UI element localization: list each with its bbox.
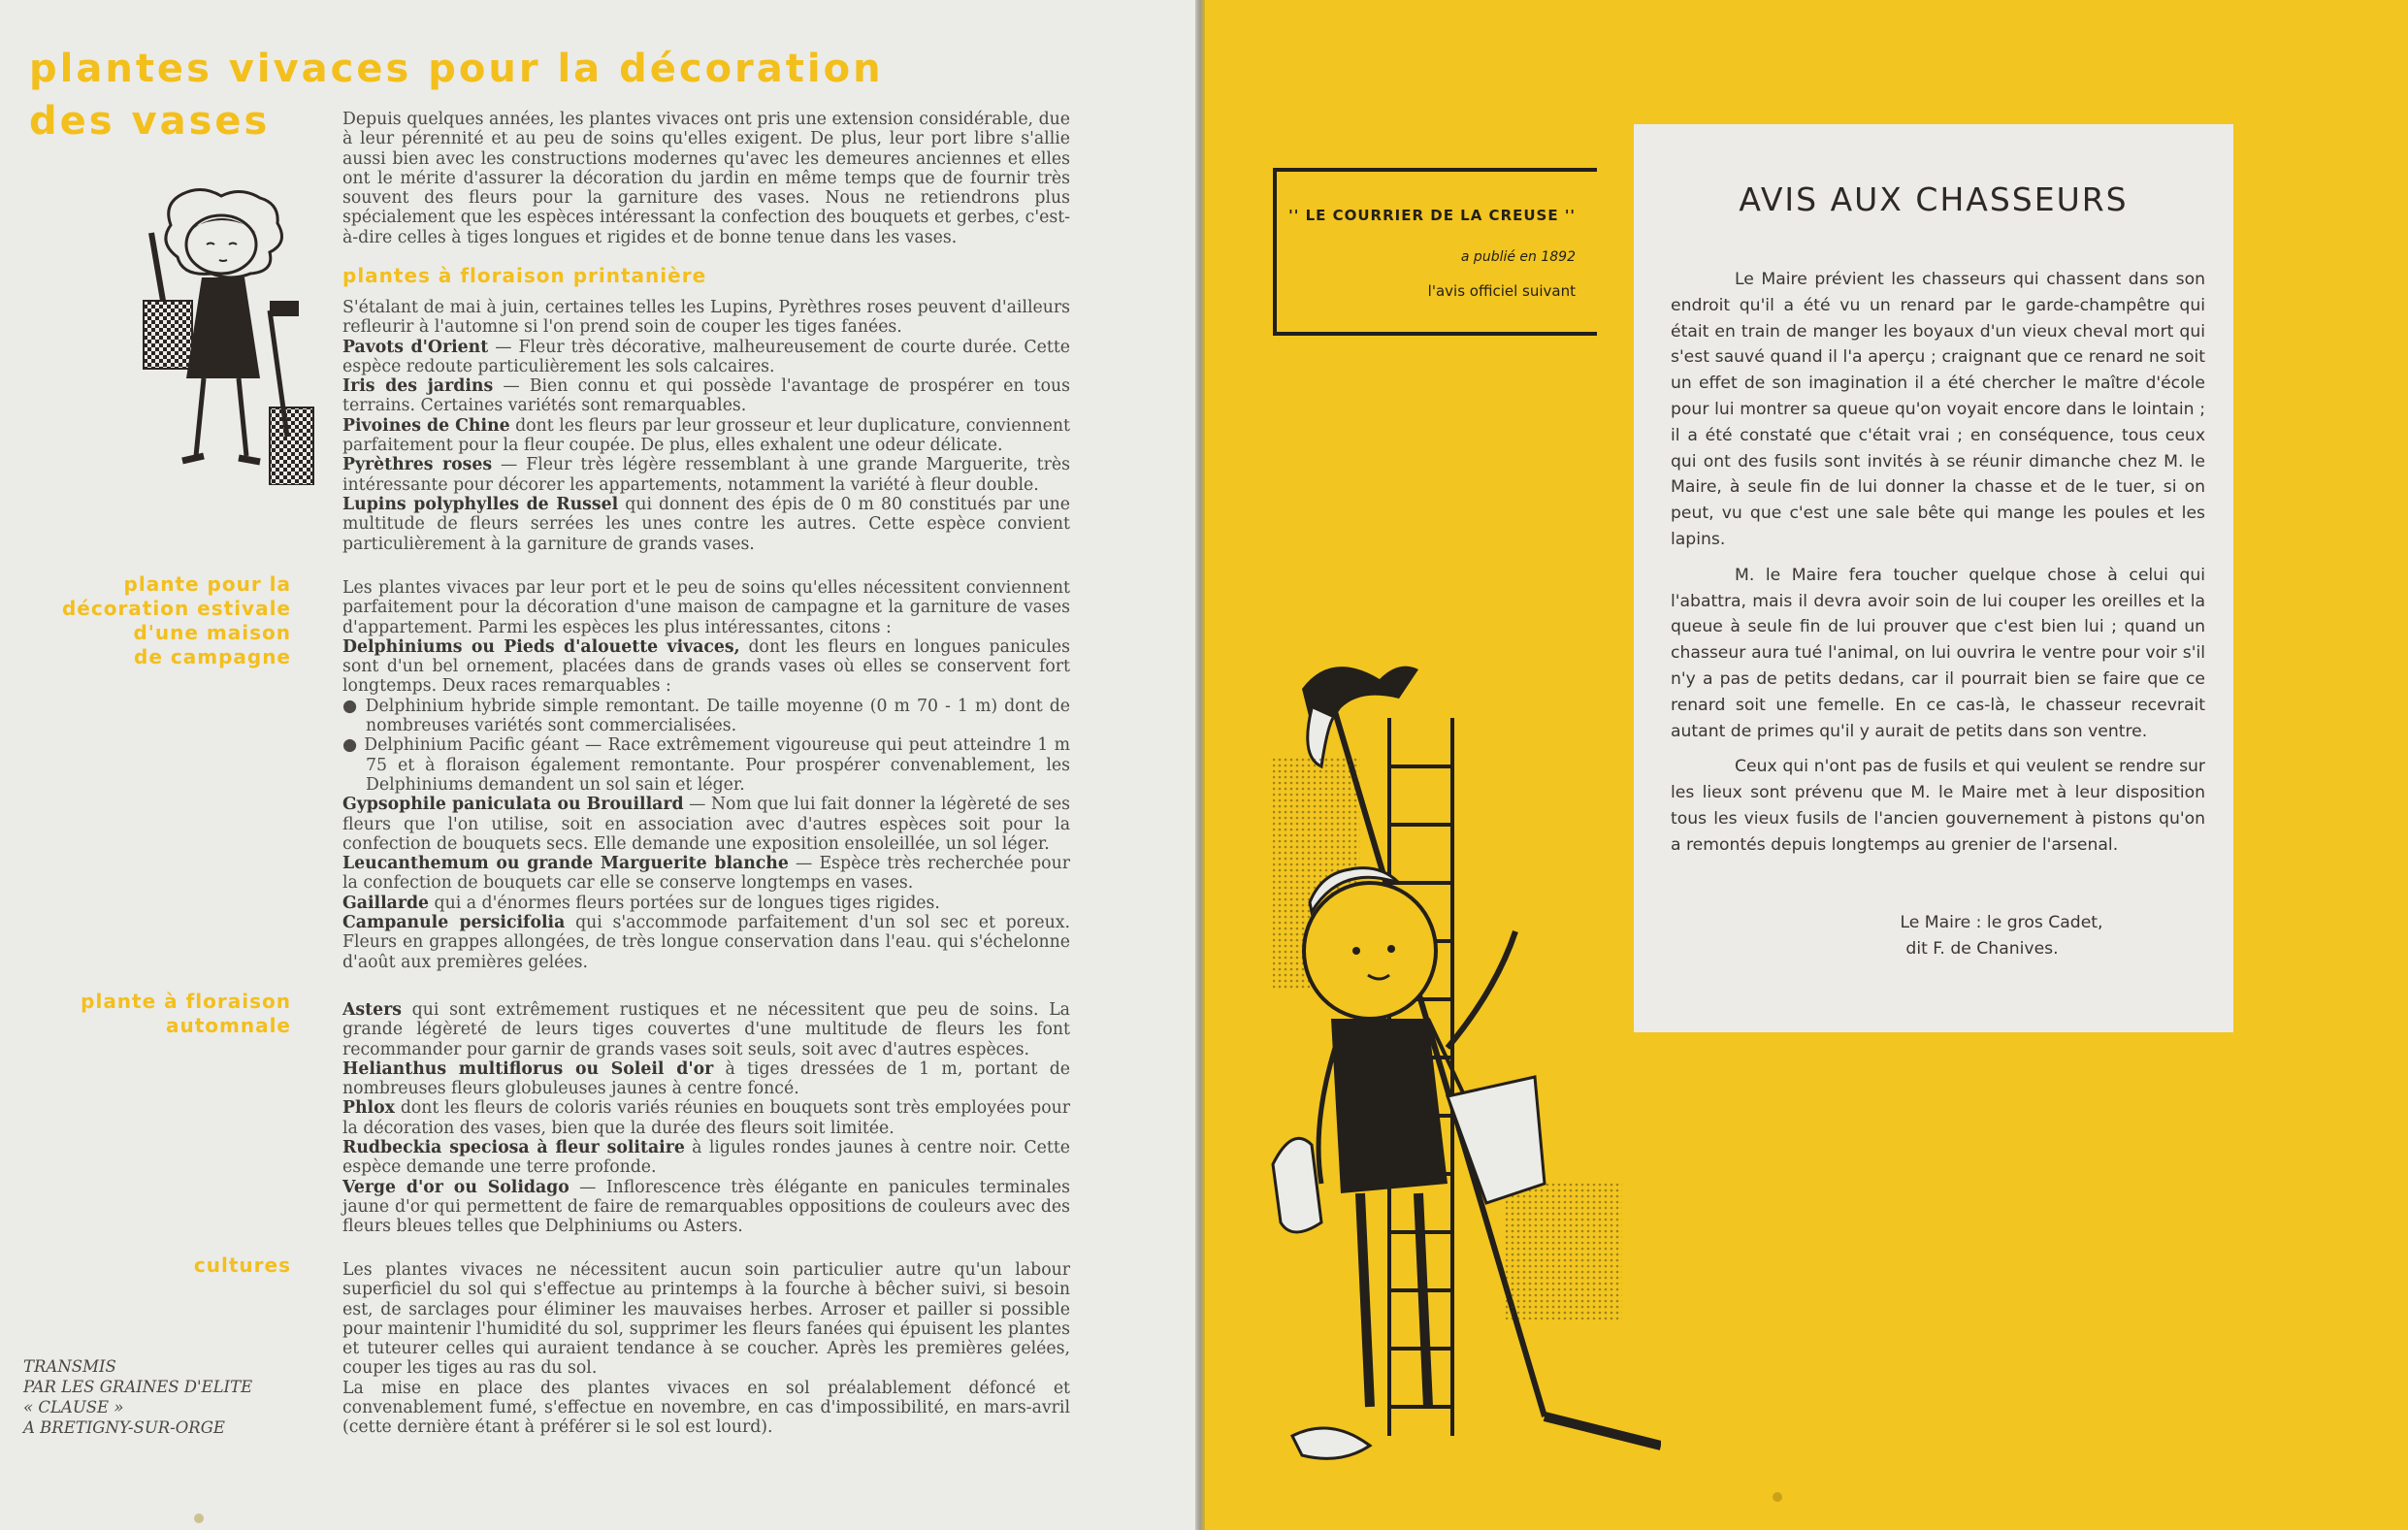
- plant-desc: qui sont extrêmement rustiques et ne nécessitent que peu de soins. La grande légèreté de leurs tiges couvertes d'une multitude de fleurs les font recommander pour garnir de grands vases soit seuls, soit avec d'autres espèces.: [342, 1000, 1070, 1059]
- plant-name: Delphiniums ou Pieds d'alouette vivaces,: [342, 636, 740, 657]
- plant-name: Lupins polyphylles de Russel: [342, 494, 619, 514]
- notice-paragraph: Le Maire prévient les chasseurs qui chassent dans son endroit qu'il a été vu un renard par le garde-champêtre qui était en train de manger les boyaux d'un vieux cheval mort qui s'est sauvé quand il l'a aperçu ; craignant que ce renard ne soit un effet de son imagination il a été chercher le maître d'école pour lui montrer sa queue qu'on voyait encore dans le lointain ; il a été constaté que c'était vrai ; en conséquence, tous ceux qui ont des fusils sont invités à se réunir dimanche chez M. le Maire, à seule fin de lui donner la chasse et de le tuer, si on peut, vu que c'est une sale bête qui mange les poules et les lapins.: [1671, 270, 2205, 549]
- plant-entry: [342, 416, 1070, 456]
- courrier-subtitle-2: l'avis officiel suivant: [1427, 282, 1576, 300]
- plant-desc: qui a d'énormes fleurs portées sur de longues tiges rigides.: [429, 893, 940, 913]
- notice-signature: [1634, 910, 2233, 962]
- right-page: [1205, 0, 2408, 1530]
- plant-desc: dont les fleurs en longues panicules sont d'un bel ornement, placées dans de grands vases où elles se conservent fort longtemps. Deux races remarquables :: [342, 636, 1071, 697]
- heading-spring: plantes à floraison printanière: [342, 264, 707, 287]
- main-title-line-1: plantes vivaces pour la décoration: [29, 47, 884, 91]
- plant-entry: [342, 795, 1070, 854]
- credit-note: [23, 1356, 252, 1438]
- plant-entry: [342, 455, 1070, 495]
- signature-line: Le Maire : le gros Cadet,: [1900, 913, 2103, 932]
- bullet-item: ● Delphinium hybride simple remontant. De taille moyenne (0 m 70 - 1 m) dont de nombreuses variétés sont commercialisées.: [342, 696, 1070, 736]
- heading-line: plante à floraison: [81, 990, 291, 1013]
- heading-autumn: [29, 990, 291, 1038]
- plant-entry: [342, 1059, 1070, 1099]
- plant-name: Helianthus multiflorus ou Soleil d'or: [342, 1058, 714, 1079]
- intro-paragraph: [342, 110, 1070, 247]
- section-spring: [342, 298, 1070, 554]
- credit-line: A BRETIGNY-SUR-ORGE: [23, 1418, 225, 1437]
- heading-summer: [29, 572, 291, 669]
- plant-entry: [342, 913, 1070, 972]
- plant-entry: [342, 1098, 1070, 1138]
- plant-entry: [342, 376, 1070, 416]
- plant-desc: — Bien connu et qui possède l'avantage de prospérer en tous terrains. Certaines variétés sont remarquables.: [342, 376, 1070, 416]
- plant-desc: — Fleur très légère ressemblant à une grande Marguerite, très intéressante pour décorer les appartements, notamment la variété à fleur double.: [342, 455, 1070, 495]
- plant-entry: [342, 637, 1070, 697]
- cultures-text-2: La mise en place des plantes vivaces en sol préalablement défoncé et convenablement fumé, s'effectue en novembre, en cas d'impossibilité, en mars-avril (cette dernière étant à préférer si le sol est lourd).: [342, 1378, 1070, 1438]
- credit-line: « CLAUSE »: [23, 1398, 124, 1416]
- credit-line: PAR LES GRAINES D'ELITE: [23, 1378, 253, 1396]
- spring-intro: S'étalant de mai à juin, certaines telles les Lupins, Pyrèthres roses peuvent d'ailleurs refleurir à l'automne si l'on prend soin de couper les tiges fanées.: [342, 298, 1070, 338]
- plant-name: Leucanthemum ou grande Marguerite blanche: [342, 854, 789, 874]
- plant-desc: — Espèce très recherchée pour la confection de bouquets car elle se conserve longtemps en vases.: [342, 854, 1070, 894]
- plant-name: Pyrèthres roses: [342, 455, 493, 475]
- summer-intro: Les plantes vivaces par leur port et le peu de soins qu'elles nécessitent conviennent parfaitement pour la décoration d'une maison de campagne et la garniture de vases d'appartement. Parmi les espèces les plus intéressantes, citons :: [342, 578, 1070, 637]
- plant-name: Phlox: [342, 1098, 395, 1119]
- boy-with-ladder-illustration: [1253, 640, 1661, 1494]
- plant-desc: — Fleur très décorative, malheureusement de courte durée. Cette espèce redoute particulièrement les sols calcaires.: [342, 337, 1070, 376]
- bullet-item: ● Delphinium Pacific géant — Race extrêmement vigoureuse qui peut atteindre 1 m 75 et à floraison également remontante. Pour prospérer convenablement, les Delphiniums demandent un sol sain et léger.: [342, 735, 1070, 795]
- courrier-subtitle: a publié en 1892: [1460, 249, 1576, 265]
- plant-name: Rudbeckia speciosa à fleur solitaire: [342, 1138, 685, 1158]
- main-title-line-2: des vases: [29, 99, 271, 144]
- plant-desc: à tiges dressées de 1 m, portant de nombreuses fleurs globuleuses jaunes à centre foncé.: [342, 1058, 1070, 1099]
- page-dot: [194, 1514, 204, 1523]
- plant-desc: — Inflorescence très élégante en panicules terminales jaune d'or qui permettent de faire de remarquables oppositions de couleurs avec des fleurs bleues telles que Delphiniums ou Asters.: [342, 1177, 1070, 1237]
- plant-desc: dont les fleurs par leur grosseur et leur duplicature, conviennent parfaitement pour la fleur coupée. De plus, elles exhalent une odeur délicate.: [342, 415, 1070, 456]
- courrier-box: [1273, 168, 1597, 336]
- plant-entry: [342, 1178, 1070, 1237]
- plant-desc: à ligules rondes jaunes à centre noir. Cette espèce demande une terre profonde.: [342, 1138, 1070, 1178]
- book-gutter: [1195, 0, 1205, 1530]
- plant-entry: [342, 1000, 1070, 1059]
- plant-entry: [342, 1138, 1070, 1178]
- section-cultures: [342, 1260, 1070, 1438]
- section-summer: [342, 578, 1070, 972]
- section-autumn: [342, 1000, 1070, 1237]
- notice-paragraph: Ceux qui n'ont pas de fusils et qui veulent se rendre sur les lieux sont prévenu que M. le Maire met à leur disposition tous les vieux fusils de l'ancien gouvernement à pistons qu'on a remontés depuis longtemps au grenier de l'arsenal.: [1671, 757, 2205, 855]
- heading-line: d'une maison: [133, 621, 291, 644]
- heading-line: décoration estivale: [61, 597, 291, 620]
- girl-with-flowers-illustration: [124, 184, 318, 485]
- plant-desc: qui s'accommode parfaitement d'un sol sec et poreux. Fleurs en grappes allongées, de très longue conservation dans l'eau. qui s'échelonne d'août aux premières gelées.: [342, 913, 1070, 972]
- plant-desc: qui donnent des épis de 0 m 80 constitués par une multitude de fleurs serrées les unes contre les autres. Cette espèce convient particulièrement à la garniture de grands vases.: [342, 494, 1070, 554]
- plant-name: Asters: [342, 1000, 402, 1020]
- notice-body: [1671, 267, 2205, 868]
- plant-name: Gaillarde: [342, 893, 430, 913]
- plant-entry: [342, 894, 1070, 913]
- page-dot: [1773, 1492, 1782, 1502]
- plant-name: Iris des jardins: [342, 376, 494, 397]
- plant-entry: [342, 854, 1070, 894]
- plant-desc: — Nom que lui fait donner la légèreté de ses fleurs que l'on utilise, soit en association avec d'autres espèces soit pour la confection de bouquets secs. Elle demande une exposition ensoleillée, un sol léger.: [342, 795, 1070, 854]
- notice-paragraph: M. le Maire fera toucher quelque chose à celui qui l'abattra, mais il devra avoir soin de lui couper les oreilles et la queue à seule fin de lui prouver que c'est bien lui ; quand un chasseur aura tué l'animal, on lui ouvrira le ventre pour voir s'il n'y a pas de petits dedans, car il pourrait bien se faire que ce renard soit une femelle. En ce cas-là, le chasseur recevrait autant de primes qu'il y aurait de petits dans son ventre.: [1671, 565, 2205, 741]
- plant-entry: [342, 338, 1070, 377]
- heading-line: automnale: [165, 1014, 291, 1037]
- signature-line: dit F. de Chanives.: [1905, 938, 2059, 959]
- notice-title: AVIS AUX CHASSEURS: [1739, 180, 2129, 218]
- left-page: [0, 0, 1195, 1530]
- plant-entry: [342, 495, 1070, 554]
- intro-text: Depuis quelques années, les plantes vivaces ont pris une extension considérable, due à leur pérennité et au peu de soins qu'elles exigent. De plus, leur port libre s'allie aussi bien avec les constructions modernes qu'avec les demeures anciennes et elles ont le mérite d'assurer la décoration du jardin en même temps que de fournir très souvent des fleurs pour la garniture des vases. Nous ne retiendrons plus spécialement que les espèces intéressant la confection des bouquets et gerbes, c'est-à-dire celles à tiges longues et rigides et de bonne tenue dans les vases.: [342, 110, 1070, 247]
- credit-line: TRANSMIS: [23, 1357, 116, 1376]
- cultures-text-1: Les plantes vivaces ne nécessitent aucun soin particulier autre qu'un labour superficiel du sol qui s'effectue au printemps à la fourche à bêcher suivi, si besoin est, de sarclages pour éliminer les mauvaises herbes. Arroser et pailler si possible pour maintenir l'humidité du sol, supprimer les fleurs fanées qui épuisent les plantes et tuteurer celles qui auraient tendance à se coucher. Après les premières gelées, couper les tiges au ras du sol.: [342, 1260, 1070, 1379]
- plant-desc: dont les fleurs de coloris variés réunies en bouquets sont très employées pour la décoration des vases, bien que la durée des fleurs soit limitée.: [342, 1098, 1070, 1138]
- plant-name: Campanule persicifolia: [342, 913, 566, 933]
- heading-line: plante pour la: [123, 572, 291, 596]
- courrier-title: '' LE COURRIER DE LA CREUSE '': [1288, 207, 1576, 224]
- plant-name: Pivoines de Chine: [342, 415, 510, 436]
- plant-name: Gypsophile paniculata ou Brouillard: [342, 795, 684, 815]
- heading-line: de campagne: [134, 645, 291, 668]
- plant-name: Verge d'or ou Solidago: [342, 1177, 569, 1197]
- heading-cultures: cultures: [193, 1253, 291, 1277]
- notice-card: [1634, 124, 2233, 1032]
- plant-name: Pavots d'Orient: [342, 337, 489, 357]
